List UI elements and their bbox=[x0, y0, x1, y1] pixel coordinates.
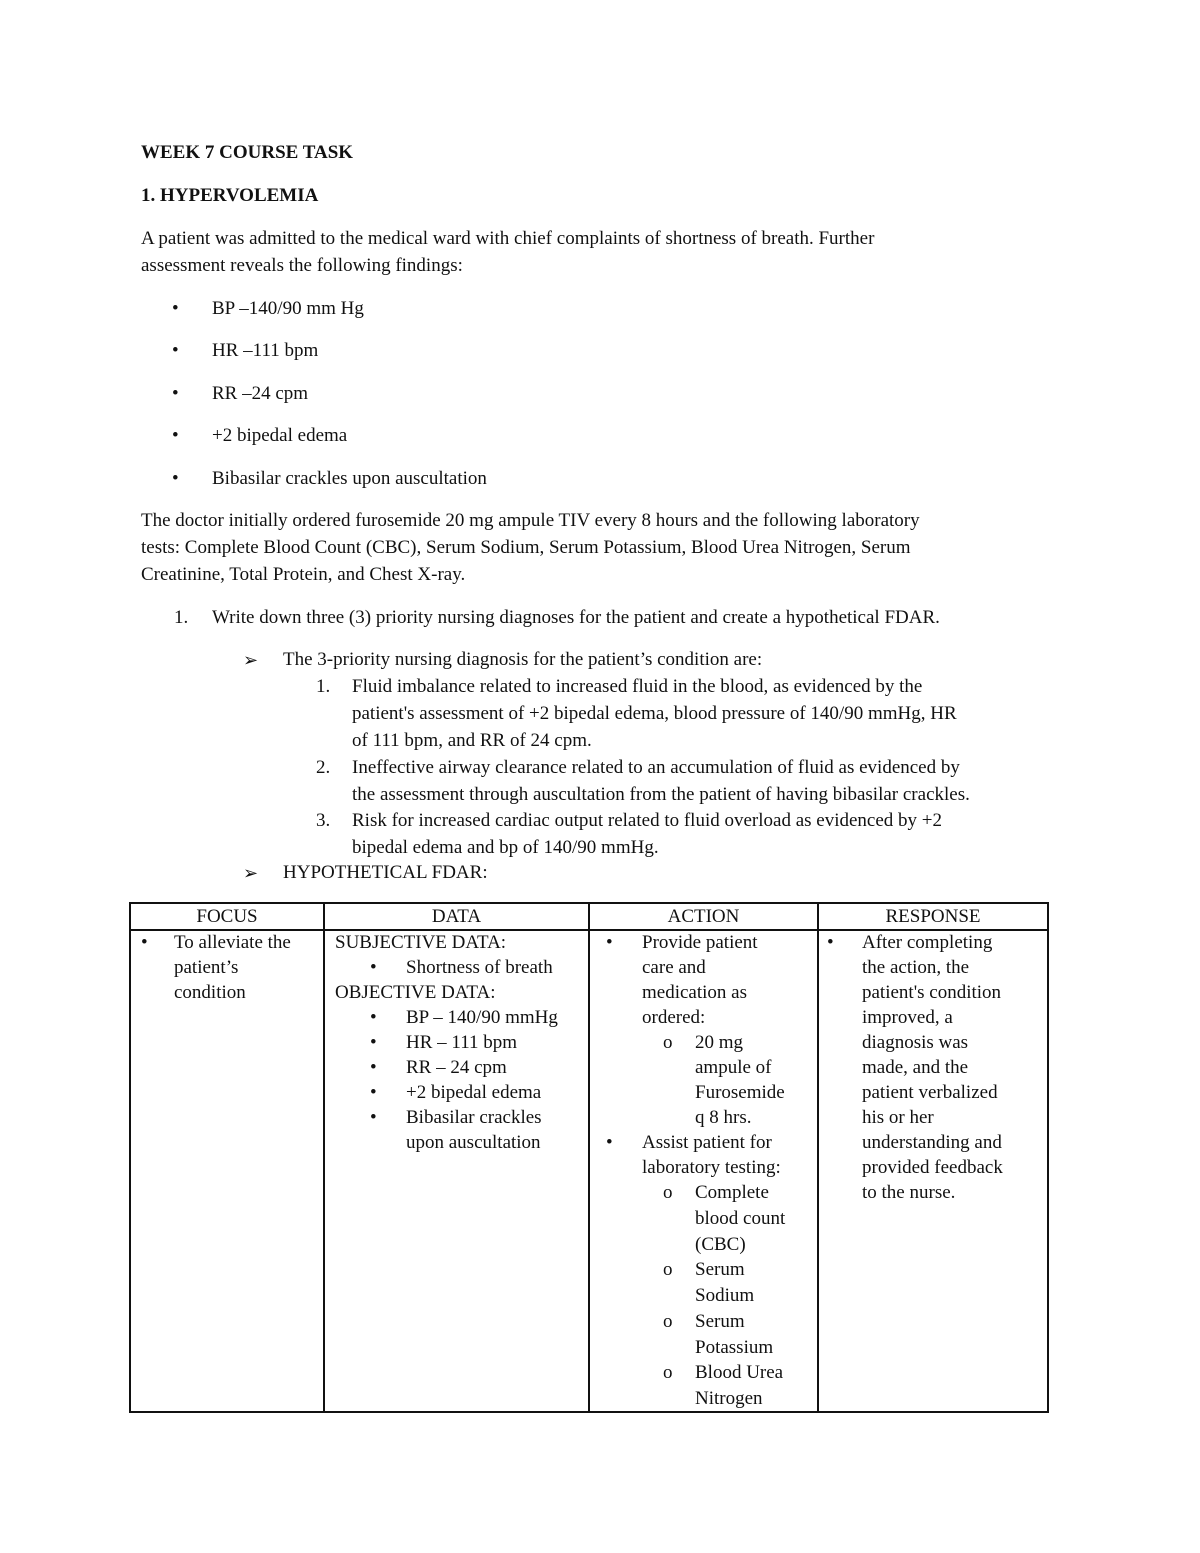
action-sub-line: ampule of bbox=[695, 1057, 772, 1078]
focus-line: To alleviate the bbox=[174, 932, 291, 953]
finding-text: BP –140/90 mm Hg bbox=[212, 298, 364, 319]
focus-line: condition bbox=[174, 982, 246, 1003]
bullet-icon: • bbox=[370, 1082, 377, 1103]
diagnosis-line: the assessment through auscultation from the patient of having bibasilar crackles. bbox=[352, 784, 970, 805]
objective-item: upon auscultation bbox=[406, 1132, 541, 1153]
diagnosis-intro: The 3-priority nursing diagnosis for the patient’s condition are: bbox=[283, 649, 763, 670]
section-heading: 1. HYPERVOLEMIA bbox=[141, 185, 319, 206]
action-line: care and bbox=[642, 957, 706, 978]
action-line: Provide patient bbox=[642, 932, 758, 953]
action-sub-line: Potassium bbox=[695, 1337, 774, 1358]
action-line: laboratory testing: bbox=[642, 1157, 781, 1178]
bullet-icon: • bbox=[606, 1132, 613, 1153]
action-sub-line: 20 mg bbox=[695, 1032, 744, 1053]
bullet-icon: • bbox=[606, 932, 613, 953]
action-sub-line: Serum bbox=[695, 1311, 745, 1332]
bullet-icon: • bbox=[172, 425, 179, 446]
response-line: understanding and bbox=[862, 1132, 1002, 1153]
response-line: improved, a bbox=[862, 1007, 953, 1028]
action-sub-line: blood count bbox=[695, 1208, 786, 1229]
bullet-icon: • bbox=[370, 1107, 377, 1128]
diagnosis-line: Ineffective airway clearance related to an accumulation of fluid as evidenced by bbox=[352, 757, 960, 778]
fdar-data-cell bbox=[324, 930, 589, 1412]
fdar-header-row bbox=[130, 903, 1048, 930]
focus-line: patient’s bbox=[174, 957, 239, 978]
fdar-body-row bbox=[130, 930, 1048, 1412]
bullet-icon: • bbox=[172, 340, 179, 361]
bullet-icon: • bbox=[370, 957, 377, 978]
objective-item: HR – 111 bpm bbox=[406, 1032, 518, 1053]
diagnosis-line: of 111 bpm, and RR of 24 cpm. bbox=[352, 730, 592, 751]
finding-text: +2 bipedal edema bbox=[212, 425, 348, 446]
sub-bullet-icon: o bbox=[663, 1311, 673, 1332]
response-line: patient verbalized bbox=[862, 1082, 998, 1103]
action-sub-line: q 8 hrs. bbox=[695, 1107, 752, 1128]
response-line: diagnosis was bbox=[862, 1032, 969, 1053]
sub-bullet-icon: o bbox=[663, 1362, 673, 1383]
response-line: made, and the bbox=[862, 1057, 969, 1078]
bullet-icon: • bbox=[370, 1007, 377, 1028]
intro-line-2: assessment reveals the following findings: bbox=[141, 255, 463, 276]
fdar-heading: HYPOTHETICAL FDAR: bbox=[283, 862, 488, 883]
sub-bullet-icon: o bbox=[663, 1259, 673, 1280]
action-sub-line: Sodium bbox=[695, 1285, 755, 1306]
bullet-icon: • bbox=[141, 932, 148, 953]
fdar-focus-cell bbox=[130, 930, 324, 1412]
action-sub-line: Furosemide bbox=[695, 1082, 785, 1103]
sub-bullet-icon: o bbox=[663, 1032, 673, 1053]
orders-line-1: The doctor initially ordered furosemide 20 mg ampule TIV every 8 hours and the following laboratory bbox=[141, 510, 920, 531]
fdar-header-focus: FOCUS bbox=[130, 903, 324, 930]
fdar-header-response: RESPONSE bbox=[818, 903, 1048, 930]
arrow-bullet-icon: ➢ bbox=[243, 650, 259, 670]
response-line: his or her bbox=[862, 1107, 934, 1128]
orders-line-2: tests: Complete Blood Count (CBC), Serum Sodium, Serum Potassium, Blood Urea Nitrogen, Serum bbox=[141, 537, 911, 558]
action-line: medication as bbox=[642, 982, 747, 1003]
action-sub-line: Nitrogen bbox=[695, 1388, 763, 1409]
arrow-bullet-icon: ➢ bbox=[243, 863, 259, 883]
bullet-icon: • bbox=[370, 1032, 377, 1053]
intro-line-1: A patient was admitted to the medical ward with chief complaints of shortness of breath. Further bbox=[141, 228, 875, 249]
diagnosis-line: Risk for increased cardiac output related to fluid overload as evidenced by +2 bbox=[352, 810, 943, 831]
orders-line-3: Creatinine, Total Protein, and Chest X-ray. bbox=[141, 564, 466, 585]
response-line: provided feedback bbox=[862, 1157, 1003, 1178]
fdar-header-data: DATA bbox=[324, 903, 589, 930]
objective-item: RR – 24 cpm bbox=[406, 1057, 507, 1078]
action-sub-line: Blood Urea bbox=[695, 1362, 784, 1383]
subjective-label: SUBJECTIVE DATA: bbox=[335, 932, 507, 953]
objective-item: BP – 140/90 mmHg bbox=[406, 1007, 558, 1028]
response-line: After completing bbox=[862, 932, 993, 953]
action-line: Assist patient for bbox=[642, 1132, 772, 1153]
action-sub-line: Complete bbox=[695, 1182, 769, 1203]
diagnosis-line: Fluid imbalance related to increased fluid in the blood, as evidenced by the bbox=[352, 676, 923, 697]
diagnosis-number: 2. bbox=[316, 757, 331, 778]
objective-item: Bibasilar crackles bbox=[406, 1107, 542, 1128]
bullet-icon: • bbox=[172, 298, 179, 319]
action-sub-line: (CBC) bbox=[695, 1234, 746, 1255]
subjective-item: Shortness of breath bbox=[406, 957, 553, 978]
fdar-table bbox=[129, 902, 1049, 1413]
document-title: WEEK 7 COURSE TASK bbox=[141, 142, 354, 163]
question-text: Write down three (3) priority nursing diagnoses for the patient and create a hypothetical FDAR. bbox=[212, 607, 940, 628]
diagnosis-line: bipedal edema and bp of 140/90 mmHg. bbox=[352, 837, 659, 858]
diagnosis-line: patient's assessment of +2 bipedal edema, blood pressure of 140/90 mmHg, HR bbox=[352, 703, 957, 724]
action-sub-line: Serum bbox=[695, 1259, 745, 1280]
response-line: to the nurse. bbox=[862, 1182, 956, 1203]
diagnosis-number: 1. bbox=[316, 676, 331, 697]
diagnosis-number: 3. bbox=[316, 810, 331, 831]
objective-label: OBJECTIVE DATA: bbox=[335, 982, 496, 1003]
bullet-icon: • bbox=[827, 932, 834, 953]
bullet-icon: • bbox=[172, 468, 179, 489]
finding-text: Bibasilar crackles upon auscultation bbox=[212, 468, 487, 489]
bullet-icon: • bbox=[370, 1057, 377, 1078]
bullet-icon: • bbox=[172, 383, 179, 404]
fdar-action-cell bbox=[589, 930, 818, 1412]
action-line: ordered: bbox=[642, 1007, 706, 1028]
finding-text: RR –24 cpm bbox=[212, 383, 309, 404]
finding-text: HR –111 bpm bbox=[212, 340, 319, 361]
fdar-response-cell bbox=[818, 930, 1048, 1412]
sub-bullet-icon: o bbox=[663, 1182, 673, 1203]
fdar-header-action: ACTION bbox=[589, 903, 818, 930]
question-number: 1. bbox=[174, 607, 189, 628]
response-line: the action, the bbox=[862, 957, 970, 978]
objective-item: +2 bipedal edema bbox=[406, 1082, 542, 1103]
response-line: patient's condition bbox=[862, 982, 1002, 1003]
